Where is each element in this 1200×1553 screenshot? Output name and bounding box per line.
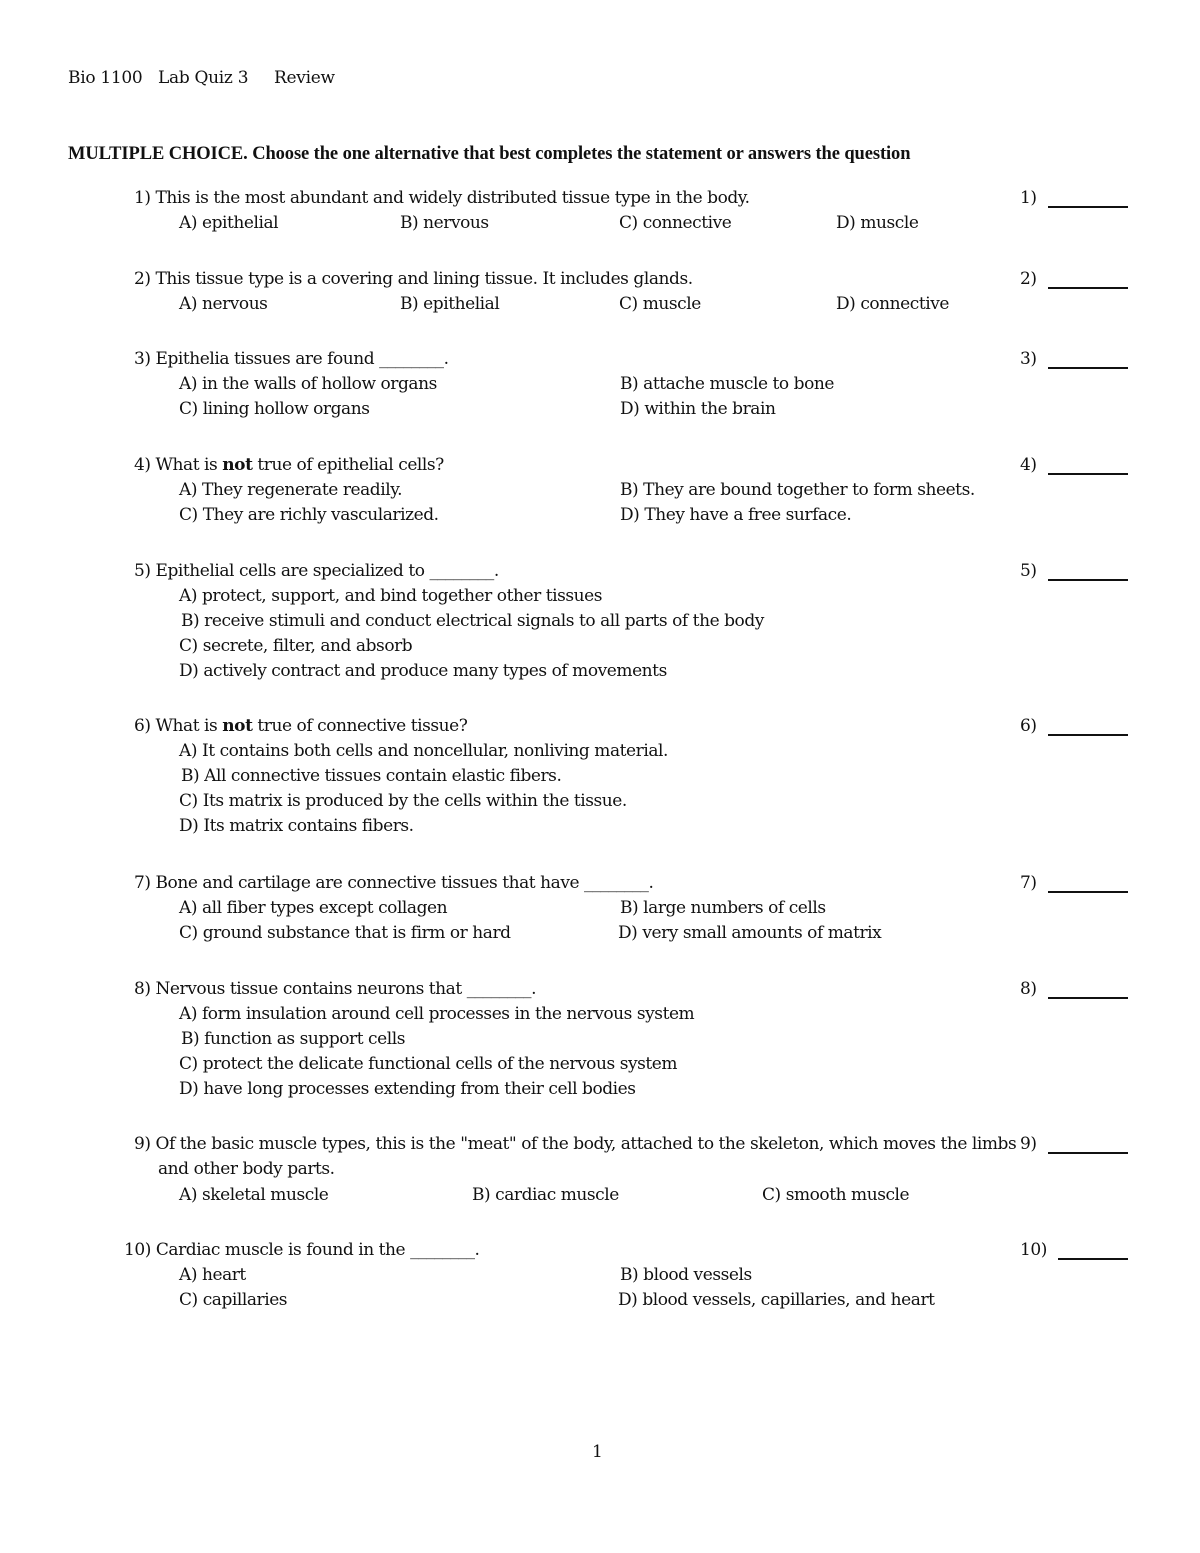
section-instructions: MULTIPLE CHOICE. Choose the one alternative that best completes the statement or answers the question xyxy=(68,144,911,164)
question-stem: 10) Cardiac muscle is found in the ________. xyxy=(124,1240,480,1260)
choice-c: C) connective xyxy=(619,213,732,233)
answer-number: 6) xyxy=(1020,716,1037,736)
question-stem: 7) Bone and cartilage are connective tissues that have ________. xyxy=(134,873,654,893)
quiz-name: Lab Quiz 3 xyxy=(158,68,249,88)
choice-b: B) large numbers of cells xyxy=(620,898,826,918)
choice-a: A) They regenerate readily. xyxy=(179,480,403,500)
choice-b: B) nervous xyxy=(400,213,489,233)
choice-a: A) protect, support, and bind together other tissues xyxy=(179,586,603,606)
choice-c: C) protect the delicate functional cells of the nervous system xyxy=(179,1054,678,1074)
choice-b: B) blood vessels xyxy=(620,1265,752,1285)
choice-d: D) have long processes extending from their cell bodies xyxy=(179,1079,636,1099)
choice-b: B) function as support cells xyxy=(181,1029,405,1049)
choice-c: C) secrete, filter, and absorb xyxy=(179,636,413,656)
answer-blank[interactable] xyxy=(1048,734,1128,736)
answer-blank[interactable] xyxy=(1048,473,1128,475)
answer-blank[interactable] xyxy=(1048,997,1128,999)
choice-b: B) They are bound together to form sheets. xyxy=(620,480,975,500)
choice-a: A) It contains both cells and noncellular, nonliving material. xyxy=(179,741,668,761)
choice-d: D) muscle xyxy=(836,213,919,233)
answer-number: 2) xyxy=(1020,269,1037,289)
choice-d: D) within the brain xyxy=(620,399,776,419)
course-code: Bio 1100 xyxy=(68,68,143,88)
choice-d: D) They have a free surface. xyxy=(620,505,852,525)
choice-c: C) smooth muscle xyxy=(762,1185,910,1205)
answer-blank[interactable] xyxy=(1048,579,1128,581)
answer-number: 4) xyxy=(1020,455,1037,475)
choice-d: D) blood vessels, capillaries, and heart xyxy=(618,1290,935,1310)
choice-a: A) all fiber types except collagen xyxy=(179,898,448,918)
question-stem: 8) Nervous tissue contains neurons that ________. xyxy=(134,979,537,999)
page-header xyxy=(68,68,335,88)
choice-a: A) in the walls of hollow organs xyxy=(179,374,437,394)
answer-number: 9) xyxy=(1020,1134,1037,1154)
choice-c: C) muscle xyxy=(619,294,701,314)
answer-number: 1) xyxy=(1020,188,1037,208)
choice-c: C) ground substance that is firm or hard xyxy=(179,923,511,943)
choice-b: B) epithelial xyxy=(400,294,500,314)
page-number: 1 xyxy=(592,1442,603,1462)
answer-blank[interactable] xyxy=(1048,206,1128,208)
answer-number: 10) xyxy=(1020,1240,1047,1260)
choice-a: A) nervous xyxy=(179,294,268,314)
answer-blank[interactable] xyxy=(1048,891,1128,893)
choice-d: D) Its matrix contains fibers. xyxy=(179,816,414,836)
question-stem: 5) Epithelial cells are specialized to ________. xyxy=(134,561,499,581)
question-stem: 3) Epithelia tissues are found ________. xyxy=(134,349,449,369)
choice-a: A) heart xyxy=(179,1265,246,1285)
document-type: Review xyxy=(274,68,335,88)
choice-d: D) connective xyxy=(836,294,949,314)
choice-d: D) actively contract and produce many types of movements xyxy=(179,661,667,681)
choice-c: C) capillaries xyxy=(179,1290,288,1310)
answer-number: 7) xyxy=(1020,873,1037,893)
choice-b: B) receive stimuli and conduct electrical signals to all parts of the body xyxy=(181,611,764,631)
emphasis-not: not xyxy=(222,716,253,736)
choice-c: C) Its matrix is produced by the cells within the tissue. xyxy=(179,791,627,811)
choice-c: C) They are richly vascularized. xyxy=(179,505,439,525)
choice-c: C) lining hollow organs xyxy=(179,399,370,419)
question-stem: 6) What is not true of connective tissue? xyxy=(134,716,468,736)
question-stem: 2) This tissue type is a covering and lining tissue. It includes glands. xyxy=(134,269,693,289)
answer-number: 3) xyxy=(1020,349,1037,369)
answer-blank[interactable] xyxy=(1048,1152,1128,1154)
choice-b: B) All connective tissues contain elastic fibers. xyxy=(181,766,562,786)
answer-blank[interactable] xyxy=(1058,1258,1128,1260)
answer-number: 8) xyxy=(1020,979,1037,999)
answer-blank[interactable] xyxy=(1048,287,1128,289)
choice-b: B) attache muscle to bone xyxy=(620,374,834,394)
choice-b: B) cardiac muscle xyxy=(472,1185,619,1205)
choice-a: A) form insulation around cell processes in the nervous system xyxy=(179,1004,695,1024)
choice-a: A) epithelial xyxy=(179,213,279,233)
question-stem: 4) What is not true of epithelial cells? xyxy=(134,455,444,475)
answer-number: 5) xyxy=(1020,561,1037,581)
question-stem: 1) This is the most abundant and widely distributed tissue type in the body. xyxy=(134,188,750,208)
answer-blank[interactable] xyxy=(1048,367,1128,369)
emphasis-not: not xyxy=(222,455,253,475)
choice-a: A) skeletal muscle xyxy=(179,1185,329,1205)
choice-d: D) very small amounts of matrix xyxy=(618,923,882,943)
question-stem: 9) Of the basic muscle types, this is the "meat" of the body, attached to the skeleton, which moves the limbs and other body parts. xyxy=(134,1134,1017,1179)
